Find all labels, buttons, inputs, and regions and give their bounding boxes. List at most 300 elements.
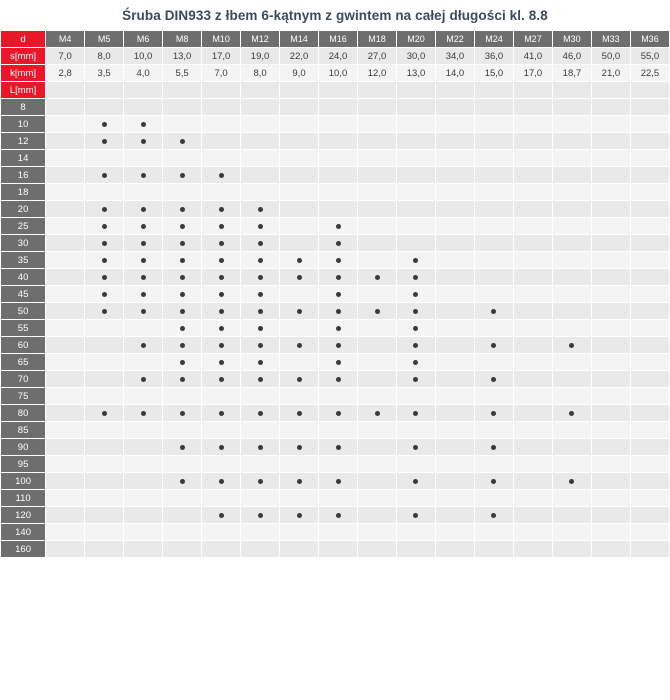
availability-cell xyxy=(358,541,397,558)
availability-empty xyxy=(63,394,68,399)
availability-empty xyxy=(297,428,302,433)
availability-dot xyxy=(180,139,185,144)
value-k: 18,7 xyxy=(552,65,591,82)
availability-empty xyxy=(569,326,574,331)
availability-empty xyxy=(297,207,302,212)
availability-empty xyxy=(297,292,302,297)
length-header-spacer xyxy=(513,82,552,99)
availability-empty xyxy=(258,156,263,161)
availability-cell xyxy=(202,303,241,320)
availability-cell xyxy=(435,133,474,150)
availability-empty xyxy=(647,411,652,416)
availability-cell xyxy=(241,354,280,371)
availability-empty xyxy=(63,530,68,535)
availability-cell xyxy=(358,388,397,405)
length-label-55: 55 xyxy=(1,320,46,337)
availability-empty xyxy=(63,224,68,229)
availability-cell xyxy=(358,524,397,541)
availability-cell xyxy=(358,184,397,201)
availability-cell xyxy=(124,456,163,473)
availability-empty xyxy=(219,394,224,399)
availability-cell xyxy=(280,473,319,490)
availability-empty xyxy=(608,530,613,535)
column-header-m18: M18 xyxy=(358,31,397,48)
table-row xyxy=(1,388,670,405)
availability-cell xyxy=(124,507,163,524)
availability-cell xyxy=(591,116,630,133)
availability-cell xyxy=(513,490,552,507)
availability-dot xyxy=(413,292,418,297)
availability-empty xyxy=(452,275,457,280)
length-label-40: 40 xyxy=(1,269,46,286)
availability-cell xyxy=(397,507,436,524)
availability-cell xyxy=(552,184,591,201)
availability-empty xyxy=(102,445,107,450)
availability-dot xyxy=(141,411,146,416)
availability-dot xyxy=(219,292,224,297)
availability-dot xyxy=(413,275,418,280)
availability-cell xyxy=(280,456,319,473)
availability-dot xyxy=(219,479,224,484)
availability-empty xyxy=(491,462,496,467)
value-s: 50,0 xyxy=(591,48,630,65)
availability-dot xyxy=(258,207,263,212)
availability-dot xyxy=(180,411,185,416)
availability-cell xyxy=(85,99,124,116)
availability-empty xyxy=(102,394,107,399)
availability-dot xyxy=(102,275,107,280)
length-label-100: 100 xyxy=(1,473,46,490)
availability-cell xyxy=(241,218,280,235)
availability-empty xyxy=(63,190,68,195)
availability-cell xyxy=(46,456,85,473)
availability-empty xyxy=(413,462,418,467)
availability-empty xyxy=(102,462,107,467)
availability-empty xyxy=(297,547,302,552)
availability-cell xyxy=(552,116,591,133)
availability-cell xyxy=(474,439,513,456)
availability-empty xyxy=(141,326,146,331)
availability-cell xyxy=(124,490,163,507)
availability-dot xyxy=(336,479,341,484)
availability-empty xyxy=(375,445,380,450)
availability-cell xyxy=(513,473,552,490)
availability-empty xyxy=(336,190,341,195)
availability-cell xyxy=(552,133,591,150)
availability-cell xyxy=(241,388,280,405)
availability-dot xyxy=(491,445,496,450)
availability-empty xyxy=(530,309,535,314)
availability-dot xyxy=(336,275,341,280)
availability-cell xyxy=(202,320,241,337)
availability-cell xyxy=(46,269,85,286)
availability-cell xyxy=(163,133,202,150)
availability-cell xyxy=(163,167,202,184)
table-row xyxy=(1,405,670,422)
table-row xyxy=(1,167,670,184)
availability-empty xyxy=(569,462,574,467)
availability-cell xyxy=(552,456,591,473)
availability-cell xyxy=(435,218,474,235)
availability-dot xyxy=(180,360,185,365)
availability-empty xyxy=(336,394,341,399)
availability-cell xyxy=(46,507,85,524)
length-label-20: 20 xyxy=(1,201,46,218)
availability-dot xyxy=(258,258,263,263)
availability-cell xyxy=(319,235,358,252)
availability-cell xyxy=(319,439,358,456)
availability-cell xyxy=(46,337,85,354)
availability-cell xyxy=(552,99,591,116)
availability-cell xyxy=(630,167,669,184)
availability-cell xyxy=(552,218,591,235)
availability-cell xyxy=(630,320,669,337)
availability-cell xyxy=(163,405,202,422)
availability-empty xyxy=(375,343,380,348)
availability-cell xyxy=(46,473,85,490)
availability-cell xyxy=(435,252,474,269)
availability-cell xyxy=(124,269,163,286)
availability-empty xyxy=(336,207,341,212)
availability-dot xyxy=(102,292,107,297)
availability-empty xyxy=(141,360,146,365)
availability-dot xyxy=(413,343,418,348)
availability-empty xyxy=(141,530,146,535)
availability-cell xyxy=(280,490,319,507)
availability-dot xyxy=(219,360,224,365)
availability-dot xyxy=(180,207,185,212)
availability-cell xyxy=(163,490,202,507)
availability-empty xyxy=(102,360,107,365)
availability-cell xyxy=(163,473,202,490)
availability-dot xyxy=(413,513,418,518)
availability-cell xyxy=(435,541,474,558)
availability-empty xyxy=(491,360,496,365)
availability-empty xyxy=(63,547,68,552)
availability-empty xyxy=(452,173,457,178)
length-label-12: 12 xyxy=(1,133,46,150)
availability-empty xyxy=(530,207,535,212)
availability-empty xyxy=(530,496,535,501)
availability-cell xyxy=(280,320,319,337)
availability-empty xyxy=(530,241,535,246)
availability-empty xyxy=(297,139,302,144)
availability-cell xyxy=(513,184,552,201)
availability-dot xyxy=(336,377,341,382)
availability-cell xyxy=(202,252,241,269)
availability-cell xyxy=(358,116,397,133)
availability-cell xyxy=(591,286,630,303)
availability-cell xyxy=(513,354,552,371)
availability-empty xyxy=(491,496,496,501)
availability-cell xyxy=(397,218,436,235)
availability-dot xyxy=(413,411,418,416)
availability-cell xyxy=(552,405,591,422)
availability-empty xyxy=(63,360,68,365)
availability-cell xyxy=(513,507,552,524)
availability-dot xyxy=(219,241,224,246)
availability-dot xyxy=(491,411,496,416)
availability-cell xyxy=(280,422,319,439)
availability-cell xyxy=(319,405,358,422)
availability-empty xyxy=(569,122,574,127)
availability-empty xyxy=(569,309,574,314)
availability-dot xyxy=(297,258,302,263)
availability-empty xyxy=(258,462,263,467)
availability-empty xyxy=(63,462,68,467)
availability-cell xyxy=(630,473,669,490)
availability-cell xyxy=(124,286,163,303)
availability-cell xyxy=(319,473,358,490)
availability-cell xyxy=(591,371,630,388)
availability-cell xyxy=(241,337,280,354)
availability-cell xyxy=(474,354,513,371)
availability-empty xyxy=(647,156,652,161)
availability-empty xyxy=(63,292,68,297)
availability-dot xyxy=(413,377,418,382)
table-row xyxy=(1,82,670,99)
availability-cell xyxy=(474,303,513,320)
table-row xyxy=(1,541,670,558)
availability-empty xyxy=(297,394,302,399)
availability-empty xyxy=(452,224,457,229)
availability-cell xyxy=(124,541,163,558)
availability-cell xyxy=(241,201,280,218)
availability-cell xyxy=(46,439,85,456)
availability-cell xyxy=(630,184,669,201)
availability-cell xyxy=(591,541,630,558)
availability-dot xyxy=(219,326,224,331)
availability-cell xyxy=(124,303,163,320)
length-label-110: 110 xyxy=(1,490,46,507)
availability-empty xyxy=(258,496,263,501)
availability-cell xyxy=(46,252,85,269)
availability-dot xyxy=(297,377,302,382)
length-label-85: 85 xyxy=(1,422,46,439)
availability-empty xyxy=(452,309,457,314)
availability-empty xyxy=(102,547,107,552)
availability-cell xyxy=(241,286,280,303)
availability-cell xyxy=(358,456,397,473)
availability-dot xyxy=(375,411,380,416)
availability-cell xyxy=(124,405,163,422)
availability-cell xyxy=(124,371,163,388)
availability-cell xyxy=(591,201,630,218)
availability-cell xyxy=(397,456,436,473)
availability-cell xyxy=(85,524,124,541)
page-title: Śruba DIN933 z łbem 6-kątnym z gwintem na całej długości kl. 8.8 xyxy=(122,8,548,23)
availability-cell xyxy=(163,422,202,439)
availability-cell xyxy=(630,116,669,133)
availability-cell xyxy=(85,371,124,388)
availability-cell xyxy=(474,235,513,252)
availability-empty xyxy=(530,292,535,297)
availability-empty xyxy=(336,139,341,144)
availability-cell xyxy=(241,167,280,184)
availability-cell xyxy=(241,116,280,133)
availability-empty xyxy=(413,207,418,212)
length-label-80: 80 xyxy=(1,405,46,422)
availability-cell xyxy=(358,303,397,320)
availability-empty xyxy=(63,343,68,348)
availability-empty xyxy=(258,394,263,399)
length-label-95: 95 xyxy=(1,456,46,473)
availability-dot xyxy=(141,275,146,280)
availability-cell xyxy=(319,252,358,269)
availability-empty xyxy=(375,207,380,212)
availability-empty xyxy=(180,496,185,501)
availability-dot xyxy=(375,309,380,314)
length-header-spacer xyxy=(397,82,436,99)
availability-empty xyxy=(336,547,341,552)
availability-dot xyxy=(141,224,146,229)
availability-cell xyxy=(241,99,280,116)
availability-dot xyxy=(141,292,146,297)
availability-cell xyxy=(474,150,513,167)
availability-cell xyxy=(358,439,397,456)
availability-cell xyxy=(630,405,669,422)
availability-dot xyxy=(141,258,146,263)
availability-empty xyxy=(297,190,302,195)
availability-empty xyxy=(452,411,457,416)
length-header-spacer xyxy=(630,82,669,99)
availability-cell xyxy=(552,439,591,456)
value-k: 12,0 xyxy=(358,65,397,82)
availability-dot xyxy=(258,360,263,365)
availability-cell xyxy=(513,218,552,235)
availability-empty xyxy=(491,530,496,535)
availability-empty xyxy=(608,547,613,552)
availability-cell xyxy=(552,150,591,167)
availability-empty xyxy=(413,156,418,161)
availability-empty xyxy=(258,547,263,552)
availability-empty xyxy=(141,190,146,195)
availability-cell xyxy=(591,422,630,439)
availability-empty xyxy=(219,139,224,144)
availability-cell xyxy=(85,541,124,558)
availability-empty xyxy=(141,428,146,433)
availability-empty xyxy=(647,394,652,399)
availability-cell xyxy=(46,524,85,541)
availability-cell xyxy=(163,303,202,320)
availability-empty xyxy=(413,496,418,501)
availability-empty xyxy=(491,190,496,195)
table-row xyxy=(1,439,670,456)
availability-cell xyxy=(435,337,474,354)
availability-cell xyxy=(319,99,358,116)
length-header-spacer xyxy=(124,82,163,99)
availability-dot xyxy=(102,139,107,144)
availability-cell xyxy=(280,507,319,524)
availability-empty xyxy=(530,326,535,331)
availability-cell xyxy=(202,269,241,286)
availability-cell xyxy=(163,99,202,116)
availability-empty xyxy=(530,445,535,450)
availability-cell xyxy=(630,490,669,507)
availability-empty xyxy=(452,105,457,110)
availability-cell xyxy=(202,201,241,218)
availability-cell xyxy=(280,388,319,405)
availability-empty xyxy=(647,547,652,552)
availability-dot xyxy=(258,292,263,297)
availability-cell xyxy=(85,201,124,218)
availability-empty xyxy=(375,479,380,484)
availability-cell xyxy=(85,473,124,490)
availability-cell xyxy=(513,235,552,252)
availability-cell xyxy=(358,235,397,252)
availability-cell xyxy=(397,184,436,201)
availability-empty xyxy=(569,530,574,535)
availability-empty xyxy=(63,445,68,450)
length-label-10: 10 xyxy=(1,116,46,133)
availability-cell xyxy=(319,422,358,439)
availability-dot xyxy=(219,207,224,212)
availability-cell xyxy=(124,439,163,456)
availability-empty xyxy=(608,445,613,450)
availability-empty xyxy=(219,462,224,467)
availability-empty xyxy=(63,513,68,518)
availability-cell xyxy=(397,422,436,439)
availability-cell xyxy=(435,439,474,456)
availability-cell xyxy=(397,286,436,303)
availability-empty xyxy=(375,326,380,331)
availability-dot xyxy=(297,479,302,484)
availability-cell xyxy=(85,490,124,507)
availability-empty xyxy=(452,479,457,484)
availability-dot xyxy=(180,343,185,348)
availability-empty xyxy=(608,207,613,212)
availability-cell xyxy=(46,422,85,439)
availability-dot xyxy=(219,445,224,450)
availability-cell xyxy=(397,405,436,422)
column-header-m16: M16 xyxy=(319,31,358,48)
availability-empty xyxy=(375,513,380,518)
availability-empty xyxy=(647,122,652,127)
availability-empty xyxy=(530,190,535,195)
availability-empty xyxy=(647,428,652,433)
availability-cell xyxy=(202,184,241,201)
availability-cell xyxy=(202,354,241,371)
availability-empty xyxy=(141,462,146,467)
availability-dot xyxy=(180,224,185,229)
availability-cell xyxy=(474,524,513,541)
availability-cell xyxy=(552,320,591,337)
availability-cell xyxy=(630,388,669,405)
availability-empty xyxy=(530,394,535,399)
table-row xyxy=(1,490,670,507)
length-header-spacer xyxy=(85,82,124,99)
availability-empty xyxy=(608,122,613,127)
availability-cell xyxy=(46,150,85,167)
availability-dot xyxy=(413,445,418,450)
availability-cell xyxy=(46,99,85,116)
value-k: 8,0 xyxy=(241,65,280,82)
availability-empty xyxy=(647,139,652,144)
availability-empty xyxy=(63,326,68,331)
availability-empty xyxy=(530,343,535,348)
availability-cell xyxy=(163,252,202,269)
table-row xyxy=(1,150,670,167)
availability-empty xyxy=(647,377,652,382)
availability-empty xyxy=(258,139,263,144)
availability-cell xyxy=(435,524,474,541)
value-k: 17,0 xyxy=(513,65,552,82)
availability-cell xyxy=(280,133,319,150)
availability-cell xyxy=(46,320,85,337)
availability-empty xyxy=(336,462,341,467)
availability-cell xyxy=(280,167,319,184)
availability-cell xyxy=(241,405,280,422)
